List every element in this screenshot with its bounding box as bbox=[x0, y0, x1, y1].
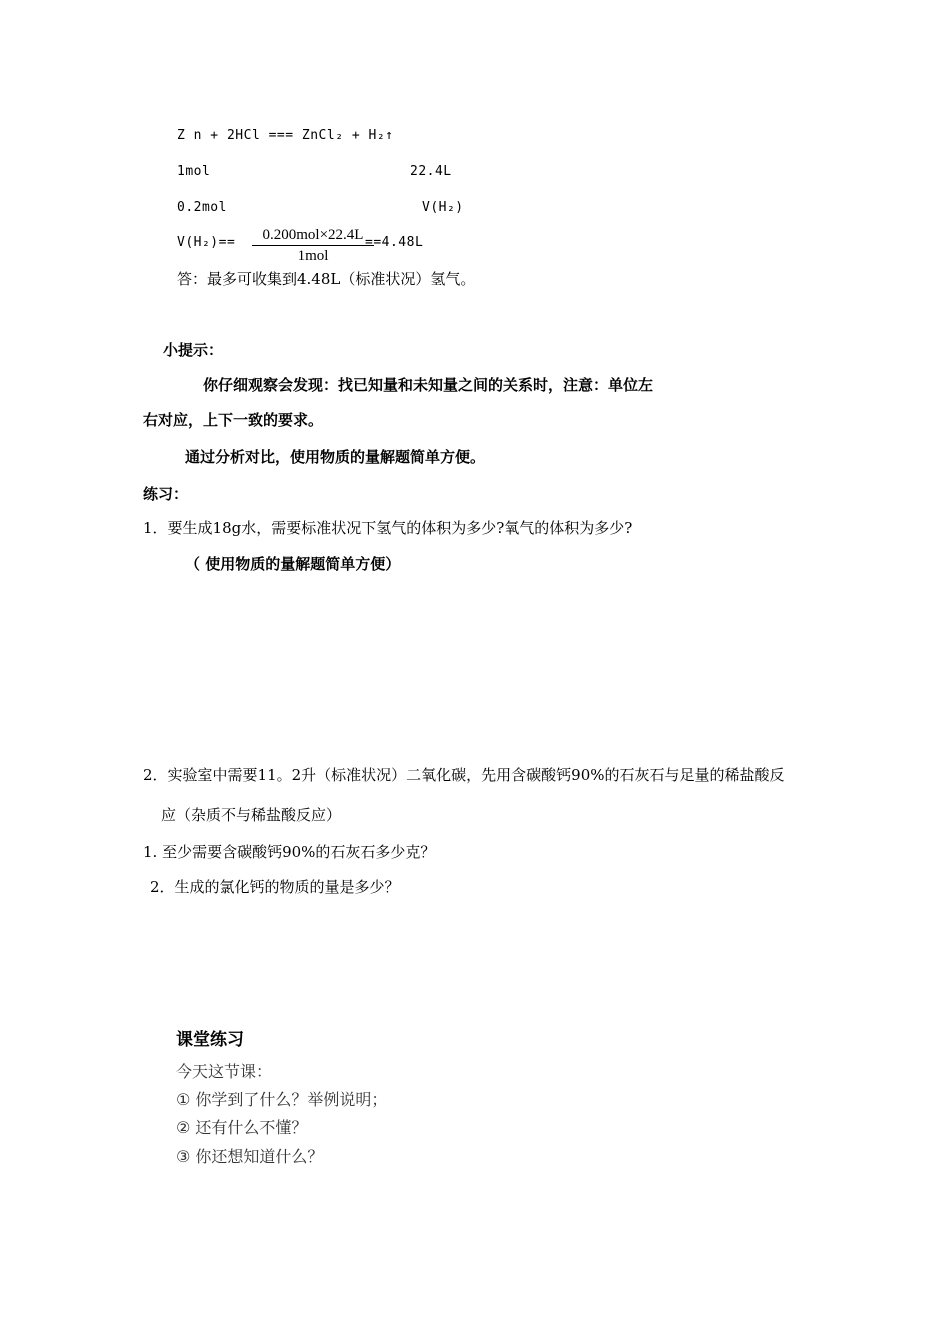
example-row1-right: 22.4L bbox=[410, 164, 452, 179]
example-row2-left: 0.​2mol bbox=[177, 200, 227, 215]
example-row2-right: V(H₂) bbox=[422, 200, 464, 215]
classroom-item-1: ① 你学到了什么？举例说明； bbox=[176, 1090, 388, 1109]
calc-suffix: ==4.48L bbox=[365, 235, 424, 250]
classroom-heading: 课堂练习 bbox=[176, 1030, 244, 1050]
practice-q1-hint: （ 使用物质的量解题简单方便） bbox=[185, 555, 401, 573]
tip-line1: 你仔细观察会发现：找已知量和未知量之间的关系时，注意：单位左 bbox=[203, 376, 654, 394]
fraction-bar bbox=[252, 245, 374, 246]
fraction-denominator: 1mol bbox=[297, 248, 329, 264]
practice-q2-sub2: 2．生成的氯化钙的物质的量是多少？ bbox=[150, 878, 400, 896]
practice-q2-sub1: 1. 至少需要含碳酸钙90%的石灰石多少克？ bbox=[143, 843, 436, 861]
practice-q2-line2: 应（杂质不与稀盐酸反应） bbox=[161, 806, 342, 824]
example-equation: Z n + 2HCl === ZnCl₂ + H₂↑ bbox=[177, 128, 394, 143]
classroom-intro: 今天这节课： bbox=[176, 1062, 273, 1081]
classroom-item-3: ③ 你还想知道什么？ bbox=[176, 1147, 324, 1166]
fraction-numerator: 0.200mol×22.4L bbox=[262, 227, 364, 243]
classroom-item-2: ② 还有什么不懂？ bbox=[176, 1118, 308, 1137]
tip-line2: 右对应，上下一致的要求。 bbox=[143, 411, 324, 429]
example-answer: 答：最多可收集到4.48L（标准状况）氢气。 bbox=[177, 270, 476, 288]
fraction bbox=[252, 226, 374, 265]
practice-q2-line1: 2．实验室中需要11。2升（标准状况）二氧化碳，先用含碳酸钙90%的石灰石与足量的稀盐酸反 bbox=[143, 766, 785, 784]
example-row1-left: 1mol bbox=[177, 164, 211, 179]
practice-heading: 练习： bbox=[143, 485, 189, 503]
calc-prefix: V(H₂)== bbox=[177, 235, 236, 250]
practice-q1: 1．要生成18g水，需要标准状况下氢气的体积为多少?氧气的体积为多少? bbox=[143, 519, 633, 537]
tip-line3: 通过分析对比，使用物质的量解题简单方便。 bbox=[185, 448, 486, 466]
tip-heading: 小提示： bbox=[163, 341, 224, 359]
